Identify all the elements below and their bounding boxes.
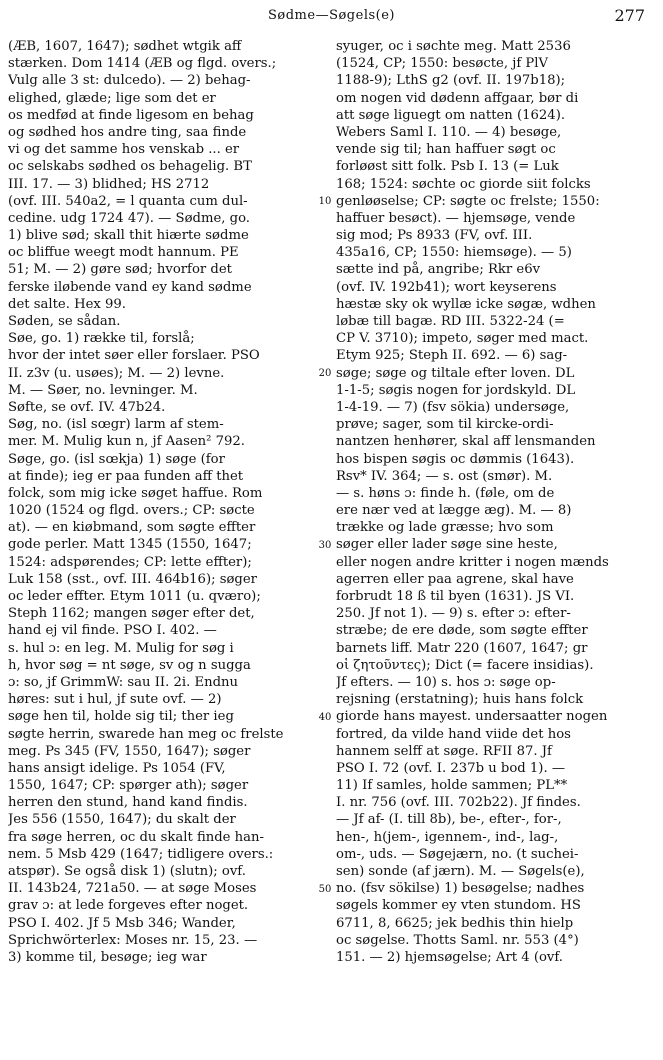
line-number: 40 — [318, 711, 332, 723]
left-column-line: atspør). Se også disk 1) (slutn); ovf. — [8, 864, 246, 879]
right-column-line: søger eller lader søge sine heste, — [336, 537, 558, 553]
left-column-line: hand ej vil finde. PSO I. 402. — — [8, 623, 217, 639]
right-column-line: 11) If samles, holde sammen; PL** — [336, 778, 568, 794]
left-column-line: Luk 158 (sst., ovf. III. 464b16); søger — [8, 571, 257, 587]
left-column — [8, 38, 310, 966]
left-column-line: Søden, se sådan. — [8, 314, 121, 329]
left-column-line: nem. 5 Msb 429 (1647; tidligere overs.: — [8, 846, 274, 862]
left-column-line: 1524: adspørendes; CP: lette effter); — [8, 554, 252, 570]
line-number: 10 — [318, 195, 332, 207]
right-column-line: Rsv* IV. 364; — s. ost (smør). M. — [336, 468, 553, 484]
left-column-line: Søg, no. (isl sœgr) larm af stem- — [8, 417, 224, 433]
right-column-line: 1188-9); LthS g2 (ovf. II. 197b18); — [336, 73, 566, 89]
right-column-line: oc søgelse. Thotts Saml. nr. 553 (4°) — [336, 932, 579, 948]
left-column-line: ɔ: so, jf GrimmW: sau II. 2i. Endnu — [8, 674, 239, 690]
page-number: 277 — [614, 6, 645, 25]
line-number: 20 — [318, 367, 332, 379]
right-column-line: (ovf. IV. 192b41); wort keyserens — [336, 279, 557, 295]
right-column-line: trække og lade græsse; hvo som — [336, 520, 554, 536]
right-column-line: giorde hans mayest. undersaatter nogen — [336, 709, 608, 725]
left-column-line: Sprichwörterlex: Moses nr. 15, 23. — — [8, 932, 258, 948]
left-column-line: III. 17. — 3) blidhed; HS 2712 — [8, 176, 210, 192]
left-column-line: grav ɔ: at lede forgeves efter noget. — [8, 898, 249, 914]
left-column-line: meg. Ps 345 (FV, 1550, 1647); søger — [8, 743, 251, 759]
left-column-line: (ÆB, 1607, 1647); sødhet wtgik aff — [8, 39, 242, 54]
left-column-line: 1550, 1647; CP: spørger ath); søger — [8, 778, 249, 794]
left-column-line: herren den stund, hand kand findis. — [8, 795, 248, 811]
left-column-line: Søe, go. 1) række til, forslå; — [8, 331, 195, 347]
right-column-line: 168; 1524: søchte oc giorde siit folcks — [336, 176, 591, 192]
right-column-line: forbrudt 18 ß til byen (1631). JS VI. — [336, 589, 575, 604]
left-column-line: ferske iløbende vand ey kand sødme — [8, 279, 252, 295]
right-column-line: fortred, da vilde hand viide det hos — [336, 726, 571, 742]
right-column-line: hannem selff at søge. RFII 87. Jf — [336, 743, 552, 759]
left-column-line: s. hul ɔ: en leg. M. Mulig for søg i — [8, 640, 234, 656]
left-column-line: det salte. Hex 99. — [8, 296, 126, 312]
left-column-line: søgte herrin, swarede han meg oc frelste — [8, 726, 284, 742]
right-column-line: sig mod; Ps 8933 (FV, ovf. III. — [336, 228, 533, 244]
line-number: 30 — [318, 539, 332, 551]
left-column-line: og sødhed hos andre ting, saa finde — [8, 124, 247, 140]
left-column-line: elighed, glæde; lige som det er — [8, 90, 216, 106]
right-column-line: nantzen henhører, skal aff lensmanden — [336, 434, 596, 450]
left-column-line: os medfød at finde ligesom en behag — [8, 107, 254, 123]
left-column-line: høres: sut i hul, jf sute ovf. — 2) — [8, 692, 222, 708]
right-column-line: sen) sonde (af jærn). M. — Søgels(e), — [336, 864, 585, 879]
running-head: Sødme—Søgels(e) — [268, 8, 395, 23]
right-column-line: 250. Jf not 1). — 9) s. efter ɔ: efter- — [336, 606, 571, 622]
left-column-line: fra søge herren, oc du skalt finde han- — [8, 829, 264, 845]
left-column-line: Jes 556 (1550, 1647); du skalt der — [8, 812, 236, 828]
left-column-line: 51; M. — 2) gøre sød; hvorfor det — [8, 262, 232, 278]
left-column-line: mer. M. Mulig kun n, jf Aasen² 792. — [8, 434, 246, 450]
page-header — [0, 6, 663, 30]
right-column-line: Jf efters. — 10) s. hos ɔ: søge op- — [336, 674, 556, 690]
right-column-line: agerren eller paa agrene, skal have — [336, 571, 574, 587]
right-column-line: PSO I. 72 (ovf. I. 237b u bod 1). — — [336, 760, 566, 776]
right-column-line: (1524, CP; 1550: besøcte, jf PlV — [336, 56, 549, 72]
right-column-line: 1-1-5; søgis nogen for jordskyld. DL — [336, 382, 576, 398]
right-column-line: 6711, 8, 6625; jek bedhis thin hielp — [336, 915, 574, 931]
right-column-line: — Jf af- (I. till 8b), be-, efter-, for-, — [336, 812, 562, 828]
left-column-line: Vulg alle 3 st: dulcedo). — 2) behag- — [8, 73, 251, 89]
left-column-line: hvor der intet søer eller forslaer. PSO — [8, 348, 260, 364]
left-column-line: PSO I. 402. Jf 5 Msb 346; Wander, — [8, 915, 236, 931]
right-column-line: vende sig til; han haffuer søgt oc — [336, 142, 556, 158]
right-column-line: genløøselse; CP: søgte oc frelste; 1550: — [336, 193, 600, 209]
right-column-line: CP V. 3710); impeto, søger med mact. — [336, 331, 589, 347]
left-column-line: II. 143b24, 721a50. — at søge Moses — [8, 881, 257, 897]
left-column-line: 1020 (1524 og flgd. overs.; CP: søcte — [8, 503, 255, 519]
right-column-line: løbæ till bagæ. RD III. 5322-24 (= — [336, 314, 565, 329]
left-column-line: M. — Søer, no. levninger. M. — [8, 382, 198, 398]
left-column-line: Søge, go. (isl sœkja) 1) søge (for — [8, 451, 225, 467]
left-column-line: oc selskabs sødhed os behagelig. BT — [8, 159, 252, 175]
right-column-line: sætte ind på, angribe; Rkr e6v — [336, 262, 541, 278]
left-column-line: II. z3v (u. usøes); M. — 2) levne. — [8, 365, 225, 381]
left-column-line: Søfte, se ovf. IV. 47b24. — [8, 399, 166, 415]
right-column-line: barnets liff. Matr 220 (1607, 1647; gr — [336, 640, 588, 656]
left-column-line: stærken. Dom 1414 (ÆB og flgd. overs.; — [8, 56, 277, 72]
right-column-line: hen-, h(jem-, igennem-, ind-, lag-, — [336, 829, 559, 845]
line-number: 50 — [318, 883, 332, 895]
left-column-line: cedine. udg 1724 47). — Sødme, go. — [8, 210, 250, 226]
left-column-line: at finde); ieg er paa funden aff thet — [8, 468, 244, 484]
right-column-line: søgels kommer ey vten stundom. HS — [336, 898, 581, 914]
right-column-line: stræbe; de ere døde, som søgte effter — [336, 623, 588, 639]
left-column-line: folck, som mig icke søget haffue. Rom — [8, 485, 263, 501]
right-column-line: — s. høns ɔ: finde h. (føle, om de — [336, 485, 555, 501]
right-column-line: syuger, oc i søchte meg. Matt 2536 — [336, 39, 571, 54]
right-column-line: I. nr. 756 (ovf. III. 702b22). Jf findes. — [336, 795, 581, 811]
right-column — [336, 38, 642, 966]
right-column-line: ere nær ved at lægge æg). M. — 8) — [336, 503, 572, 519]
right-column-line: οἱ ζητοῦντες); Dict (= facere insidias). — [336, 657, 594, 673]
left-column-line: hans ansigt idelige. Ps 1054 (FV, — [8, 760, 226, 776]
left-column-line: 1) blive sød; skall thit hiærte sødme — [8, 228, 249, 244]
left-column-line: (ovf. III. 540a2, = l quanta cum dul- — [8, 193, 248, 209]
right-column-line: att søge liguegt om natten (1624). — [336, 107, 566, 123]
left-column-line: 3) komme til, besøge; ieg war — [8, 949, 207, 965]
left-column-line: oc leder effter. Etym 1011 (u. qværo); — [8, 589, 261, 604]
right-column-line: hæstæ sky ok wyllæ icke søgæ, wdhen — [336, 296, 596, 312]
right-column-line: søge; søge og tiltale efter loven. DL — [336, 365, 575, 381]
right-column-line: no. (fsv sökilse) 1) besøgelse; nadhes — [336, 881, 585, 897]
right-column-line: hos bispen søgis oc dømmis (1643). — [336, 451, 575, 467]
right-column-line: 435a16, CP; 1550: hiemsøge). — 5) — [336, 245, 572, 261]
left-column-line: vi og det samme hos venskab ... er — [8, 142, 240, 158]
right-column-line: 151. — 2) hjemsøgelse; Art 4 (ovf. — [336, 949, 563, 965]
left-column-line: Steph 1162; mangen søger efter det, — [8, 606, 255, 622]
right-column-line: prøve; sager, som til kircke-ordi- — [336, 417, 554, 433]
right-column-line: om nogen vid dødenn affgaar, bør di — [336, 90, 579, 106]
right-column-line: forløøst sitt folk. Psb I. 13 (= Luk — [336, 159, 559, 175]
left-column-line: h, hvor søg = nt søge, sv og n sugga — [8, 657, 251, 673]
left-column-line: søge hen til, holde sig til; ther ieg — [8, 709, 234, 725]
right-column-line: rejsning (erstatning); huis hans folck — [336, 692, 584, 708]
right-column-line: om-, uds. — Søgejærn, no. (t suchei- — [336, 846, 579, 862]
right-column-line: eller nogen andre kritter i nogen mænds — [336, 554, 609, 570]
left-column-line: oc bliffue weegt modt hannum. PE — [8, 245, 239, 261]
right-column-line: Webers Saml I. 110. — 4) besøge, — [336, 124, 562, 140]
left-column-line: gode perler. Matt 1345 (1550, 1647; — [8, 537, 252, 553]
right-column-line: haffuer besøct). — hjemsøge, vende — [336, 210, 576, 226]
right-column-line: Etym 925; Steph II. 692. — 6) sag- — [336, 348, 568, 364]
right-column-line: 1-4-19. — 7) (fsv sökia) undersøge, — [336, 399, 570, 415]
left-column-line: at). — en kiøbmand, som søgte effter — [8, 520, 256, 536]
